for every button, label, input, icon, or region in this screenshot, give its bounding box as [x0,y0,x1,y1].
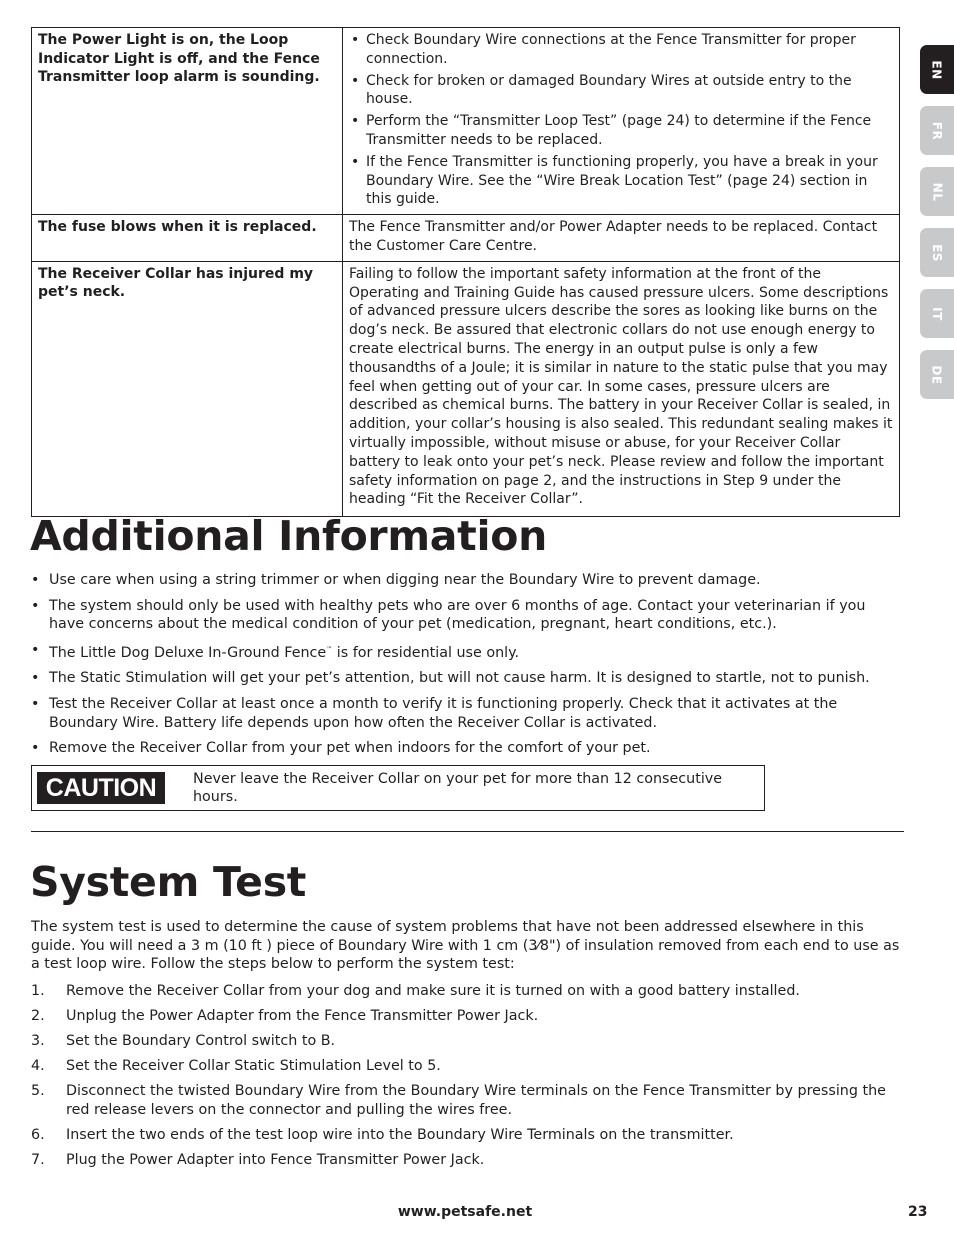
caution-badge [37,772,165,804]
tab-label: ES [930,243,944,262]
table-row [32,215,900,262]
tab-nl[interactable] [920,167,954,216]
tab-label: IT [930,306,944,321]
step-number: 7. [31,1152,45,1169]
solution-cell [343,28,900,215]
problem-cell: The fuse blows when it is replaced. [32,215,343,262]
system-test-steps [31,982,903,1176]
step-number: 6. [31,1127,45,1144]
additional-information-list [31,571,901,765]
step-text: Disconnect the twisted Boundary Wire from the Boundary Wire terminals on the Fence Transmitter by pressing the red release levers on the connector and pulling the wires free. [66,1083,886,1118]
list-item: • The Static Stimulation will get your pet’s attention, but will not cause harm. It is designed to startle, not to punish. [31,669,901,688]
step-number: 2. [31,1008,45,1025]
tab-de[interactable] [920,350,954,399]
caution-text: Never leave the Receiver Collar on your pet for more than 12 consecutive hours. [193,771,723,805]
solution-item: • Perform the “Transmitter Loop Test” (page 24) to determine if the Fence Transmitter needs to be replaced. [349,112,893,150]
step-number: 4. [31,1058,45,1075]
solution-item: • If the Fence Transmitter is functioning properly, you have a break in your Boundary Wire. See the “Wire Break Location Test” (page 24) section in this guide. [349,153,893,209]
tab-label: EN [930,59,944,80]
solution-list [349,31,893,209]
solution-cell: Failing to follow the important safety information at the front of the Operating and Training Guide has caused pressure ulcers. Some descriptions of advanced pressure ulcers describe the sores as looking like burns on the dog’s neck. Be assured that electronic collars do not use enough energy to create electrical burns. The energy in an output pulse is only a few thousandths of a Joule; it is similar in nature to the static pulse that you may feel when getting out of your car. In some cases, pressure ulcers are described as chemical burns. The battery in your Receiver Collar is sealed, in addition, your collar’s housing is also sealed. This redundant sealing makes it virtually impossible, without misuse or abuse, for your Receiver Collar battery to leak onto your pet’s neck. Please review and follow the important safety information on page 2, and the instructions in Step 9 under the heading “Fit the Receiver Collar”. [343,261,900,516]
step-item [31,982,903,1001]
tab-label: NL [929,182,944,201]
trademark-symbol: ™ [326,645,333,653]
page-number: 23 [908,1204,928,1220]
additional-information-heading: Additional Information [30,512,547,560]
tab-fr[interactable] [920,106,954,155]
troubleshooting-table [31,27,900,517]
list-item [31,641,901,662]
step-number: 3. [31,1033,45,1050]
tab-it[interactable] [920,289,954,338]
table-row [32,261,900,516]
step-text: Unplug the Power Adapter from the Fence Transmitter Power Jack. [66,1008,539,1025]
caution-label: CAUTION [45,773,157,802]
step-number: 1. [31,983,45,999]
list-item-tail: is for residential use only. [332,644,520,661]
tab-label: FR [930,121,944,140]
problem-cell: The Receiver Collar has injured my pet’s neck. [32,261,343,516]
step-text: Remove the Receiver Collar from your dog and make sure it is turned on with a good battery installed. [66,983,800,999]
problem-cell: The Power Light is on, the Loop Indicator Light is off, and the Fence Transmitter loop alarm is sounding. [32,28,343,215]
table-row [32,28,900,215]
solution-cell: The Fence Transmitter and/or Power Adapter needs to be replaced. Contact the Customer Care Centre. [343,215,900,262]
step-item [31,1126,903,1145]
step-text: Plug the Power Adapter into Fence Transmitter Power Jack. [66,1152,485,1169]
list-item: • Test the Receiver Collar at least once a month to verify it is functioning properly. Check that it activates at the Boundary Wire. Battery life depends upon how often the Receiver Collar is activated. [31,695,901,732]
solution-item: • Check for broken or damaged Boundary Wires at outside entry to the house. [349,72,893,110]
step-item [31,1007,903,1026]
tab-label: DE [929,364,944,385]
step-number: 5. [31,1083,45,1100]
step-item [31,1082,903,1119]
step-text: Set the Boundary Control switch to B. [66,1033,336,1050]
footer-url: www.petsafe.net [397,1204,533,1220]
step-item [31,1032,903,1051]
step-item [31,1151,903,1170]
section-divider [31,831,904,832]
caution-box [31,765,765,811]
system-test-heading: System Test [30,858,307,906]
list-item: • Use care when using a string trimmer or when digging near the Boundary Wire to prevent damage. [31,571,901,590]
list-item: • Remove the Receiver Collar from your pet when indoors for the comfort of your pet. [31,739,901,758]
step-text: Set the Receiver Collar Static Stimulation Level to 5. [66,1058,441,1075]
system-test-intro: The system test is used to determine the cause of system problems that have not been addressed elsewhere in this guide. You will need a 3 m (10 ft ) piece of Boundary Wire with 1 cm (3⁄8") of insulation removed from each end to use as a test loop wire. Follow the steps below to perform the system test: [31,919,900,973]
tab-en[interactable] [920,45,954,94]
language-tabs [920,45,954,411]
tab-es[interactable] [920,228,954,277]
step-text: Insert the two ends of the test loop wire into the Boundary Wire Terminals on the transmitter. [66,1127,734,1144]
step-item [31,1057,903,1076]
solution-item: • Check Boundary Wire connections at the Fence Transmitter for proper connection. [349,31,893,69]
product-name: The Little Dog Deluxe In-Ground Fence [49,644,327,661]
list-item: • The system should only be used with healthy pets who are over 6 months of age. Contact your veterinarian if you have concerns about the medical condition of your pet (medication, pregnant, heart conditions, etc.). [31,597,901,634]
